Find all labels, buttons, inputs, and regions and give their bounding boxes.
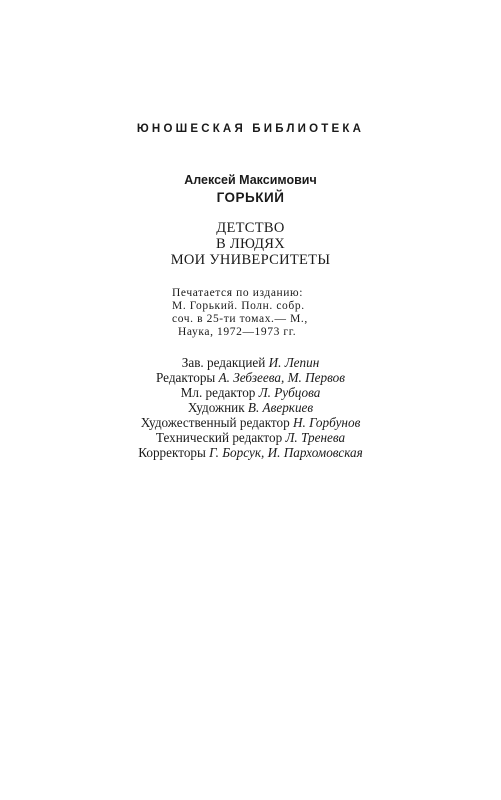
staff-name: Г. Борсук, И. Пархомовская: [209, 445, 363, 460]
staff-role: Редакторы: [156, 370, 216, 385]
staff-name: В. Аверкиев: [247, 400, 314, 415]
work-title: МОИ УНИВЕРСИТЕТЫ: [170, 252, 331, 268]
edition-note: [172, 287, 332, 339]
staff-role: Художник: [187, 400, 245, 415]
staff-name: Л. Рубцова: [258, 385, 321, 400]
staff-name: Л. Тренева: [285, 430, 346, 445]
staff-role: Зав. редакцией: [181, 355, 266, 370]
staff-name: И. Лепин: [268, 355, 320, 370]
edition-note-line: М. Горький. Полн. собр.: [172, 300, 305, 312]
staff-role: Технический редактор: [155, 430, 283, 445]
edition-note-line: соч. в 25-ти томах.— М.,: [172, 313, 308, 325]
author-surname: ГОРЬКИЙ: [216, 190, 285, 205]
work-title: ДЕТСТВО: [216, 220, 285, 236]
staff-role: Художественный редактор: [140, 415, 290, 430]
staff-line: [0, 445, 501, 460]
staff-name: А. Зебзеева, М. Первов: [218, 370, 345, 385]
work-titles: [0, 220, 501, 268]
author-given-name: Алексей Максимович: [184, 173, 317, 187]
series-title: ЮНОШЕСКАЯ БИБЛИОТЕКА: [136, 123, 365, 135]
staff-name: Н. Горбунов: [293, 415, 361, 430]
staff-line: [0, 430, 501, 445]
staff-role: Корректоры: [138, 445, 206, 460]
edition-note-line: Печатается по изданию:: [172, 287, 304, 299]
staff-line: [0, 370, 501, 385]
staff-line: [0, 385, 501, 400]
staff-line: [0, 415, 501, 430]
work-title: В ЛЮДЯХ: [215, 236, 286, 252]
staff-role: Мл. редактор: [180, 385, 256, 400]
editorial-staff: [0, 355, 501, 460]
edition-note-line: Наука, 1972—1973 гг.: [178, 326, 297, 338]
staff-line: [0, 355, 501, 370]
staff-line: [0, 400, 501, 415]
